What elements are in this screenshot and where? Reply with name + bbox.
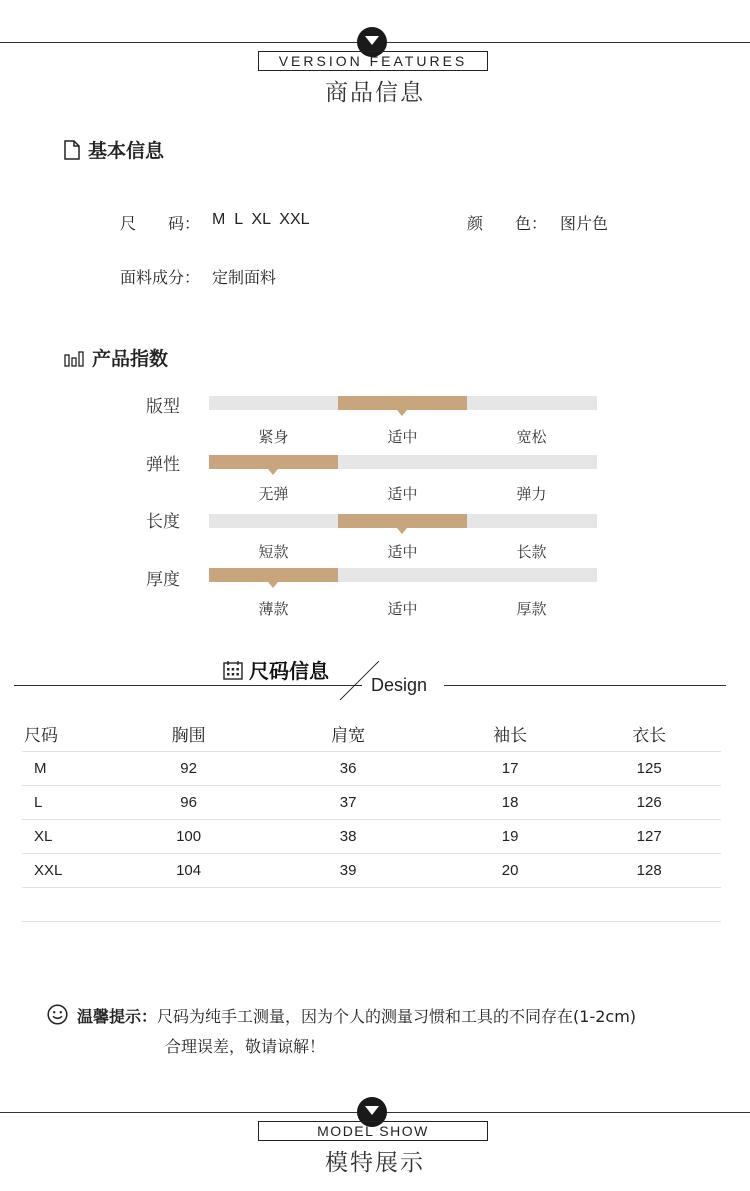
table-cell: 96 <box>124 786 254 820</box>
index-option: 宽松 <box>516 428 547 446</box>
smiley-icon <box>47 1004 68 1025</box>
size-label: 尺 码： <box>120 214 201 233</box>
table-cell: 126 <box>577 786 721 820</box>
table-cell: M <box>22 752 124 786</box>
empty-table-row <box>22 888 721 922</box>
table-cell: XL <box>22 820 124 854</box>
index-label-length: 长度 <box>146 512 180 532</box>
size-table <box>22 716 721 922</box>
model-show-label: MODEL SHOW <box>258 1121 488 1141</box>
fabric-value: 定制面料 <box>212 268 277 287</box>
calendar-icon <box>223 660 243 680</box>
basic-info-heading-text: 基本信息 <box>88 140 165 162</box>
table-cell: 36 <box>253 752 442 786</box>
tip-title: 温馨提示： <box>77 1007 158 1026</box>
table-cell: 19 <box>443 820 578 854</box>
table-row <box>22 854 721 888</box>
tip-text-1: 尺码为纯手工测量，因为个人的测量习惯和工具的不同存在(1-2cm) <box>157 1007 637 1026</box>
index-option: 适中 <box>387 543 418 561</box>
index-option: 弹力 <box>516 485 547 503</box>
index-bar-fill <box>338 396 467 410</box>
index-option: 短款 <box>258 543 289 561</box>
index-label-thickness: 厚度 <box>146 570 180 590</box>
color-label: 颜 色： <box>467 214 548 233</box>
index-bar-length <box>209 514 597 528</box>
column-header: 胸围 <box>124 716 254 752</box>
index-option: 紧身 <box>258 428 289 446</box>
version-features-label: VERSION FEATURES <box>258 51 488 71</box>
index-option: 长款 <box>516 543 547 561</box>
index-bar-fill <box>338 514 467 528</box>
index-label-elasticity: 弹性 <box>146 455 180 475</box>
size-value: M L XL XXL <box>212 211 310 228</box>
index-bar-fill <box>209 568 338 582</box>
size-info-heading <box>223 655 329 684</box>
table-cell: 100 <box>124 820 254 854</box>
size-table-header-row <box>22 716 721 752</box>
table-cell: 104 <box>124 854 254 888</box>
color-value: 图片色 <box>560 214 609 233</box>
design-label: Design <box>371 675 428 695</box>
table-row <box>22 752 721 786</box>
index-option: 薄款 <box>258 600 289 618</box>
table-cell: L <box>22 786 124 820</box>
index-option: 无弹 <box>258 485 289 503</box>
index-option: 适中 <box>387 485 418 503</box>
table-cell: 39 <box>253 854 442 888</box>
size-info-divider-left <box>14 685 362 686</box>
basic-info-heading <box>64 136 164 163</box>
table-cell: 128 <box>577 854 721 888</box>
index-bar-fill <box>209 455 338 469</box>
index-option: 适中 <box>387 600 418 618</box>
index-option: 适中 <box>387 428 418 446</box>
column-header: 衣长 <box>577 716 721 752</box>
document-icon <box>64 140 80 160</box>
table-row <box>22 786 721 820</box>
bar-chart-icon <box>64 349 84 367</box>
index-bar-thickness <box>209 568 597 582</box>
index-label-fit: 版型 <box>146 397 180 417</box>
index-option: 厚款 <box>516 600 547 618</box>
index-bar-elasticity <box>209 455 597 469</box>
top-section-title: 商品信息 <box>325 80 425 106</box>
table-cell: 20 <box>443 854 578 888</box>
column-header: 袖长 <box>443 716 578 752</box>
tip-line-1 <box>77 1004 636 1027</box>
table-cell: 17 <box>443 752 578 786</box>
fabric-label: 面料成分： <box>120 268 201 287</box>
table-cell: 92 <box>124 752 254 786</box>
product-index-heading-text: 产品指数 <box>92 348 169 370</box>
table-cell: 125 <box>577 752 721 786</box>
size-info-heading-text: 尺码信息 <box>249 659 329 683</box>
column-header: 尺码 <box>22 716 124 752</box>
size-info-divider-right <box>444 685 726 686</box>
table-cell: 37 <box>253 786 442 820</box>
product-index-heading <box>64 344 168 371</box>
table-cell: 127 <box>577 820 721 854</box>
table-cell: XXL <box>22 854 124 888</box>
table-cell: 38 <box>253 820 442 854</box>
table-row <box>22 820 721 854</box>
tip-text-2: 合理误差，敬请谅解！ <box>165 1037 326 1056</box>
column-header: 肩宽 <box>253 716 442 752</box>
bottom-section-title: 模特展示 <box>325 1150 425 1176</box>
index-bar-fit <box>209 396 597 410</box>
table-cell: 18 <box>443 786 578 820</box>
